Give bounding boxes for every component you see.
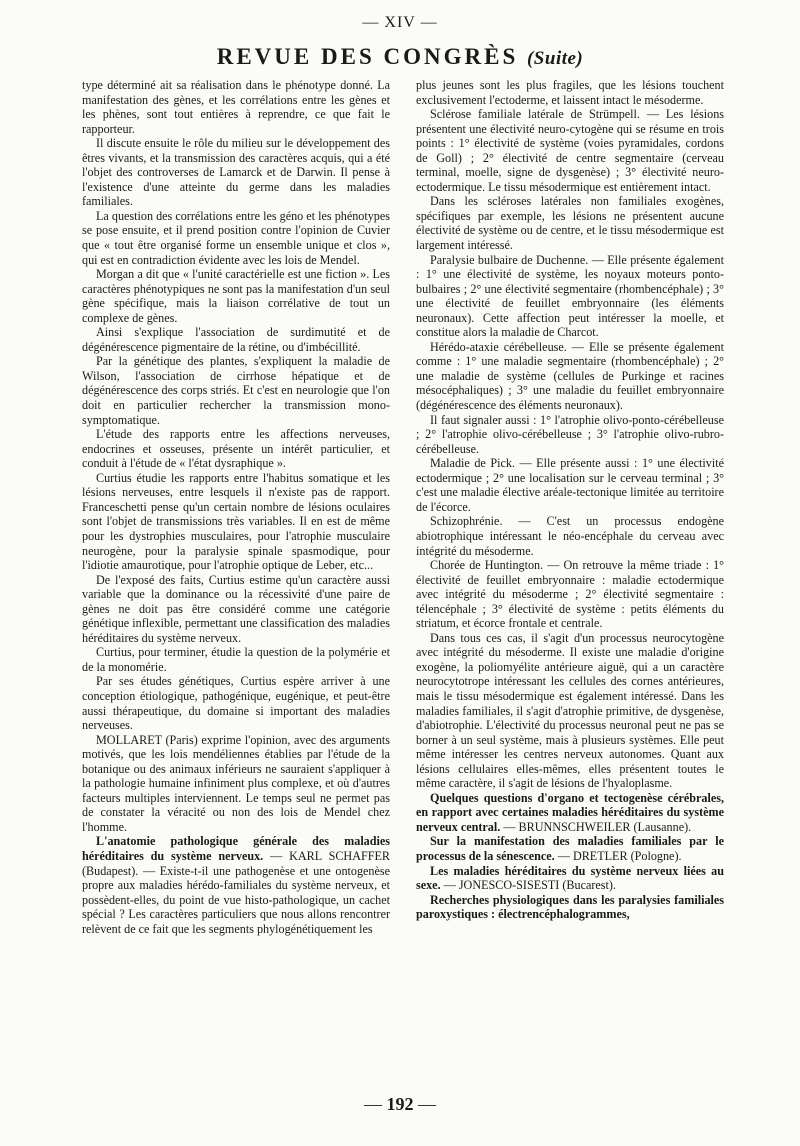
reference-author: — BRUNNSCHWEILER (Lausanne).	[503, 819, 692, 834]
paragraph: Dans tous ces cas, il s'agit d'un processus neurocytogène avec intégrité du mésoderme. Il existe une maladie d'origine exogène, la poliomyélite antérieure aiguë, qui a un caractère neurocytotrope intéressant les cellules des cornes antérieures, mais le tissu mésodermique est également intéressé. Dans les maladies familiales, il s'agit d'atrophie primitive, de dysgenèse, d'abiotrophie. L'électivité du processus neuronal peut ne pas se borner à un seul système, mais à plusieurs systèmes. Elle peut même intéresser les centres nerveux autonomes. Quant aux lésions cellulaires elles-mêmes, elles présentent toutes le même caractère, il s'agit de lésions de l'hyaloplasme.	[416, 630, 724, 791]
reference-entry	[416, 864, 724, 893]
section-heading-author: — KARL SCHAFFER (Budapest).	[82, 848, 390, 878]
reference-title: Les maladies héréditaires du système nerveux liées au sexe.	[416, 863, 724, 893]
roman-page-number: — XIV —	[362, 14, 438, 31]
paragraph: Hérédo-ataxie cérébelleuse. — Elle se présente également comme : 1° une maladie segmentaire (rhombencéphale) ; 2° une maladie de système (cellules de Purkinge et racines mésocéphaliques) ; 3° une maladie du feuillet embryonnaire (dégénérescence des éléments neuronaux).	[416, 339, 724, 413]
paragraph: Paralysie bulbaire de Duchenne. — Elle présente également : 1° une électivité de système, les noyaux moteurs ponto-bulbaires ; 2° une électivité segmentaire (rhombencéphale) ; 3° une électivité de feuillet embryonnaire (les éléments neuronaux). Cette affection peut intéresser la moelle, et constitue alors la maladie de Charcot.	[416, 252, 724, 340]
reference-title: Sur la manifestation des maladies familiales par le processus de la sénescence.	[416, 834, 724, 863]
paragraph: plus jeunes sont les plus fragiles, que les lésions touchent exclusivement l'ectoderme, et laissent intact le mésoderme.	[416, 78, 724, 107]
page-number-dash-left: —	[364, 1094, 382, 1114]
reference-title: Quelques questions d'organo et tectogenèse cérébrales, en rapport avec certaines maladies héréditaires du système nerveux central.	[416, 790, 724, 834]
paragraph: Maladie de Pick. — Elle présente aussi : 1° une électivité ectodermique ; 2° une localisation sur le cerveau terminal ; 3° c'est une maladie élective aréale-tectonique limitée au territoire de l'écorce.	[416, 456, 724, 514]
section-body: — Existe-t-il une pathogenèse et une ontogenèse propre aux maladies hérédo-familiales du système nerveux, et possèdent-elles, du point de vue histo-pathologique, un cachet spécial ? Les caractères particuliers que nous allons rencontrer relèvent de ce fait que les segments phylogénétiquement les	[82, 863, 390, 936]
paragraph: MOLLARET (Paris) exprime l'opinion, avec des arguments motivés, que les lois mendéliennes établies par l'étude de la botanique ou des animaux inférieurs ne sauraient s'appliquer à la pathologie humaine infiniment plus complexe, et où d'autres facteurs multiples interviennent. Le temps seul ne permet pas de constater la véracité ou non des lois de Mendel chez l'homme.	[82, 732, 390, 834]
paragraph: Par la génétique des plantes, s'expliquent la maladie de Wilson, l'association de cirrhose hépatique et de dégénérescence des corps striés. Et c'est en neurologie que l'on doit en particulier rechercher la transmission mono-symptomatique.	[82, 354, 390, 427]
section-heading	[82, 834, 390, 936]
left-column	[82, 78, 390, 936]
paragraph: De l'exposé des faits, Curtius estime qu'un caractère aussi variable que la dominance ou la récessivité d'une paire de gènes ne doit pas être considéré comme une catégorie génétique inflexible, permettant une classification des maladies héréditaires du système nerveux.	[82, 572, 390, 645]
paragraph: type déterminé ait sa réalisation dans le phénotype donné. La manifestation des gènes, et les corrélations entre les gènes et les phènes, sont tout entières à reprendre, ce que fait le rapporteur.	[82, 78, 390, 136]
paragraph: Ainsi s'explique l'association de surdimutité et de dégénérescence pigmentaire de la rétine, ou d'imbécillité.	[82, 325, 390, 354]
page-number-dash-right: —	[418, 1094, 436, 1114]
paragraph: Il discute ensuite le rôle du milieu sur le développement des êtres vivants, et la transmission des caractères acquis, qui a été l'objet des controverses de Lamarck et de Darwin. Il pense à l'existence d'une atteinte du germe dans les maladies familiales.	[82, 136, 390, 209]
paragraph: Curtius, pour terminer, étudie la question de la polymérie et de la monomérie.	[82, 645, 390, 674]
paragraph: Morgan a dit que « l'unité caractérielle est une fiction ». Les caractères phénotypiques ne sont pas la manifestation d'un seul gène spécifique, mais la liaison corrélative de tout un complexe de gènes.	[82, 267, 390, 325]
reference-title: Recherches physiologiques dans les paralysies familiales paroxystiques : électrencéphalogrammes,	[416, 892, 724, 922]
paragraph: Curtius étudie les rapports entre l'habitus somatique et les lésions nerveuses, entre lesquels il n'existe pas de rapport. Franceschetti pense qu'un certain nombre de lésions oculaires sont l'objet de transmissions très variables. Il en est de même pour les dystrophies musculaires, pour l'atrophie musculaire neurogène, pour la paralysie spinale spasmodique, pour l'idiotie amaurotique, pour l'atrophie optique de Leber, etc...	[82, 470, 390, 573]
paragraph: Par ses études génétiques, Curtius espère arriver à une conception étiologique, pathogénique, eugénique, et peut-être aussi thérapeutique, du domaine si important des maladies nerveuses.	[82, 674, 390, 733]
paragraph: Schizophrénie. — C'est un processus endogène abiotrophique intéressant le néo-encéphale du cerveau avec intégrité du mésoderme.	[416, 514, 724, 558]
paragraph: Dans les scléroses latérales non familiales exogènes, spécifiques par exemple, les lésions ne présentent aucune électivité de système ou de centre, et le tissu mésodermique est largement intéressé.	[416, 194, 724, 253]
reference-entry	[416, 791, 724, 835]
paragraph: L'étude des rapports entre les affections nerveuses, endocrines et osseuses, présente un intérêt particulier, et conduit à l'étude de « l'état dysraphique ».	[82, 427, 390, 471]
paragraph: Il faut signaler aussi : 1° l'atrophie olivo-ponto-cérébelleuse ; 2° l'atrophie olivo-cérébelleuse ; 3° l'atrophie olivo-rubro-cérébelleuse.	[416, 412, 724, 456]
reference-entry	[416, 893, 724, 922]
section-heading-title: L'anatomie pathologique générale des maladies héréditaires du système nerveux.	[82, 834, 390, 863]
reference-author: — JONESCO-SISESTI (Bucarest).	[443, 878, 616, 893]
title-main: REVUE DES CONGRÈS	[216, 44, 519, 69]
paragraph: La question des corrélations entre les géno et les phénotypes se pose ensuite, et il prend position contre l'opinion de Cuvier que « tout être organisé forme un ensemble unique et clos », qui est en contradiction évidente avec les lois de Mendel.	[82, 208, 390, 267]
reference-entry	[416, 834, 724, 863]
paragraph: Sclérose familiale latérale de Strümpell. — Les lésions présentent une électivité neuro-cytogène qui se résume en trois points : 1° électivité de système (voies pyramidales, cordons de Goll) ; 2° électivité de centre segmentaire (cerveau terminal, moelle, signe de dysgenèse) ; 3° électivité neuro-ectodermique. Le tissu mésodermique est entièrement intact.	[416, 107, 724, 194]
journal-title	[0, 44, 800, 70]
title-suffix: (Suite)	[526, 48, 584, 69]
page-number-value: 192	[386, 1094, 414, 1114]
page-number	[0, 1094, 800, 1115]
reference-author: — DRETLER (Pologne).	[557, 848, 682, 863]
right-column	[416, 78, 724, 922]
paragraph: Chorée de Huntington. — On retrouve la même triade : 1° électivité de feuillet embryonnaire : maladie ectodermique avec intégrité du mésoderme ; 2° électivité segmentaire : télencéphale ; 3° électivité de système : petits éléments du striatum, et écorce frontale et centrale.	[416, 558, 724, 631]
